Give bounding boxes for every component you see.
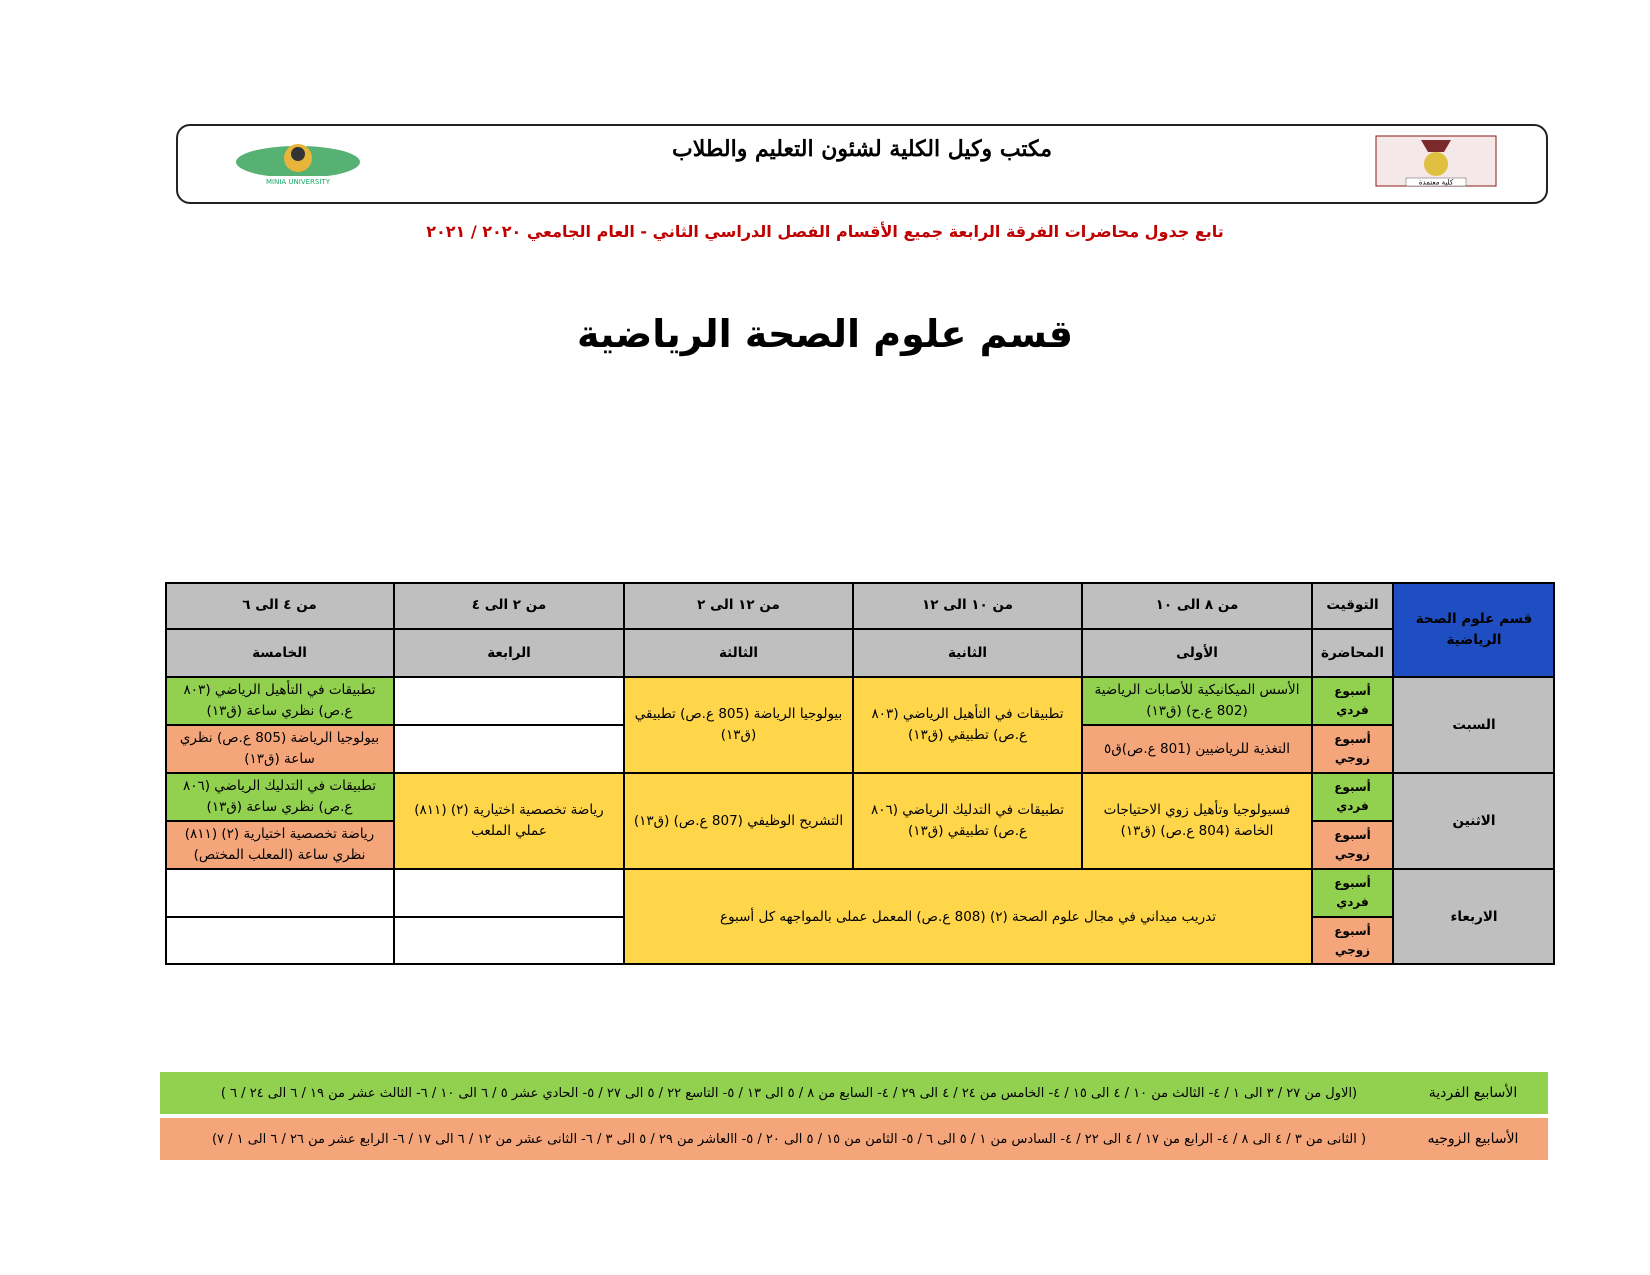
mon-even-week-label: أسبوع زوجي — [1312, 821, 1393, 869]
time-slot-4: من ٢ الى ٤ — [394, 582, 624, 629]
time-slot-2: من ١٠ الى ١٢ — [853, 582, 1082, 629]
sat-lecture-1-even: التغذية للرياضيين (801 ع.ص)ق٥ — [1082, 725, 1312, 773]
sat-even-week-label: أسبوع زوجي — [1312, 725, 1393, 773]
department-title: قسم علوم الصحة الرياضية — [576, 312, 1074, 356]
even-weeks-label: الأسابيع الزوجيه — [1427, 1131, 1519, 1147]
schedule-table — [165, 582, 1555, 965]
lecture-4-header: الرابعة — [394, 629, 624, 677]
time-label: التوقيت — [1312, 582, 1393, 629]
wed-odd-week-label: أسبوع فردي — [1312, 869, 1393, 917]
time-slot-5: من ٤ الى ٦ — [165, 582, 394, 629]
lecture-5-header: الخامسة — [165, 629, 394, 677]
day-wednesday: الاربعاء — [1393, 869, 1555, 965]
time-slot-3: من ١٢ الى ٢ — [624, 582, 853, 629]
odd-weeks-legend — [160, 1072, 1548, 1114]
sat-odd-week-label: أسبوع فردي — [1312, 677, 1393, 725]
university-logo-text: MINIA UNIVERSITY — [266, 178, 330, 186]
sat-lecture-4-odd — [394, 677, 624, 725]
mon-lecture-1: فسيولوجيا وتأهيل زوي الاحتياجات الخاصة (804 ع.ص) (ق١٣) — [1082, 773, 1312, 869]
office-header — [176, 124, 1548, 204]
time-slot-1: من ٨ الى ١٠ — [1082, 582, 1312, 629]
lecture-label: المحاضرة — [1312, 629, 1393, 677]
day-monday: الاثنين — [1393, 773, 1555, 869]
mon-lecture-5-odd: تطبيقات في التدليك الرياضي (٨٠٦ ع.ص) نظري ساعة (ق١٣) — [165, 773, 394, 821]
wed-lecture-5-even — [165, 917, 394, 965]
department-cell: قسم علوم الصحة الرياضية — [1393, 582, 1555, 677]
faculty-logo-caption: كلية معتمدة — [1418, 178, 1454, 187]
sat-lecture-2: تطبيقات في التأهيل الرياضي (٨٠٣ ع.ص) تطبيقي (ق١٣) — [853, 677, 1082, 773]
office-title: مكتب وكيل الكلية لشئون التعليم والطلاب — [672, 136, 1052, 162]
lecture-3-header: الثالثة — [624, 629, 853, 677]
even-weeks-dates: ( الثانى من ٣ / ٤ الى ٨ / ٤- الرابع من ١٧ / ٤ الى ٢٢ / ٤- السادس من ١ / ٥ الى ٦ / ٥- الثامن من ١٥ / ٥ الى ٢٠ / ٥- االعاشر من ٢٩ / ٥ الى ٣ / ٦- الثانى عشر من ١٢ / ٦ الى ١٧ / ٦- الرابع عشر من ٢٦ / ٦ الى ١ / ٧) — [211, 1131, 1367, 1147]
sat-lecture-3: بيولوجيا الرياضة (805 ع.ص) تطبيقي (ق١٣) — [624, 677, 853, 773]
mon-lecture-5-even: رياضة تخصصية اختيارية (٢) (٨١١) نظري ساعة (المعلب المختص) — [165, 821, 394, 869]
lecture-1-header: الأولى — [1082, 629, 1312, 677]
wed-lecture-5-odd — [165, 869, 394, 917]
odd-weeks-dates: (الاول من ٢٧ / ٣ الى ١ / ٤- الثالث من ١٠ / ٤ الى ١٥ / ٤- الخامس من ٢٤ / ٤ الى ٢٩ / ٤- السابع من ٨ / ٥ الى ١٣ / ٥- التاسع ٢٢ / ٥ الى ٢٧ / ٥- الحادي عشر ٥ / ٦ الى ١٠ / ٦- الثالث عشر من ١٩ / ٦ الى ٢٤ / ٦ ) — [220, 1085, 1358, 1101]
wed-lecture-4-even — [394, 917, 624, 965]
mon-lecture-3: التشريح الوظيفي (807 ع.ص) (ق١٣) — [624, 773, 853, 869]
wed-even-week-label: أسبوع زوجي — [1312, 917, 1393, 965]
mon-odd-week-label: أسبوع فردي — [1312, 773, 1393, 821]
faculty-logo — [1366, 132, 1506, 194]
lecture-2-header: الثانية — [853, 629, 1082, 677]
mon-lecture-4: رياضة تخصصية اختيارية (٢) (٨١١) عملي الملعب — [394, 773, 624, 869]
odd-weeks-label: الأسابيع الفردية — [1428, 1085, 1518, 1101]
day-saturday: السبت — [1393, 677, 1555, 773]
mon-lecture-2: تطبيقات في التدليك الرياضي (٨٠٦ ع.ص) تطبيقي (ق١٣) — [853, 773, 1082, 869]
sat-lecture-1-odd: الأسس الميكانيكية للأصابات الرياضية (802 ع.ح) (ق١٣) — [1082, 677, 1312, 725]
sat-lecture-5-even: بيولوجيا الرياضة (805 ع.ص) نظري ساعة (ق١٣) — [165, 725, 394, 773]
schedule-subtitle: تابع جدول محاضرات الفرقة الرابعة جميع الأقسام الفصل الدراسي الثاني - العام الجامعي ٢٠٢٠ / ٢٠٢١ — [426, 222, 1224, 241]
even-weeks-legend — [160, 1118, 1548, 1160]
sat-lecture-5-odd: تطبيقات في التأهيل الرياضي (٨٠٣ ع.ص) نظري ساعة (ق١٣) — [165, 677, 394, 725]
sat-lecture-4-even — [394, 725, 624, 773]
wed-lecture-4-odd — [394, 869, 624, 917]
wed-field-training: تدريب ميداني في مجال علوم الصحة (٢) (808 ع.ص) المعمل عملى بالمواجهه كل أسبوع — [624, 869, 1312, 965]
